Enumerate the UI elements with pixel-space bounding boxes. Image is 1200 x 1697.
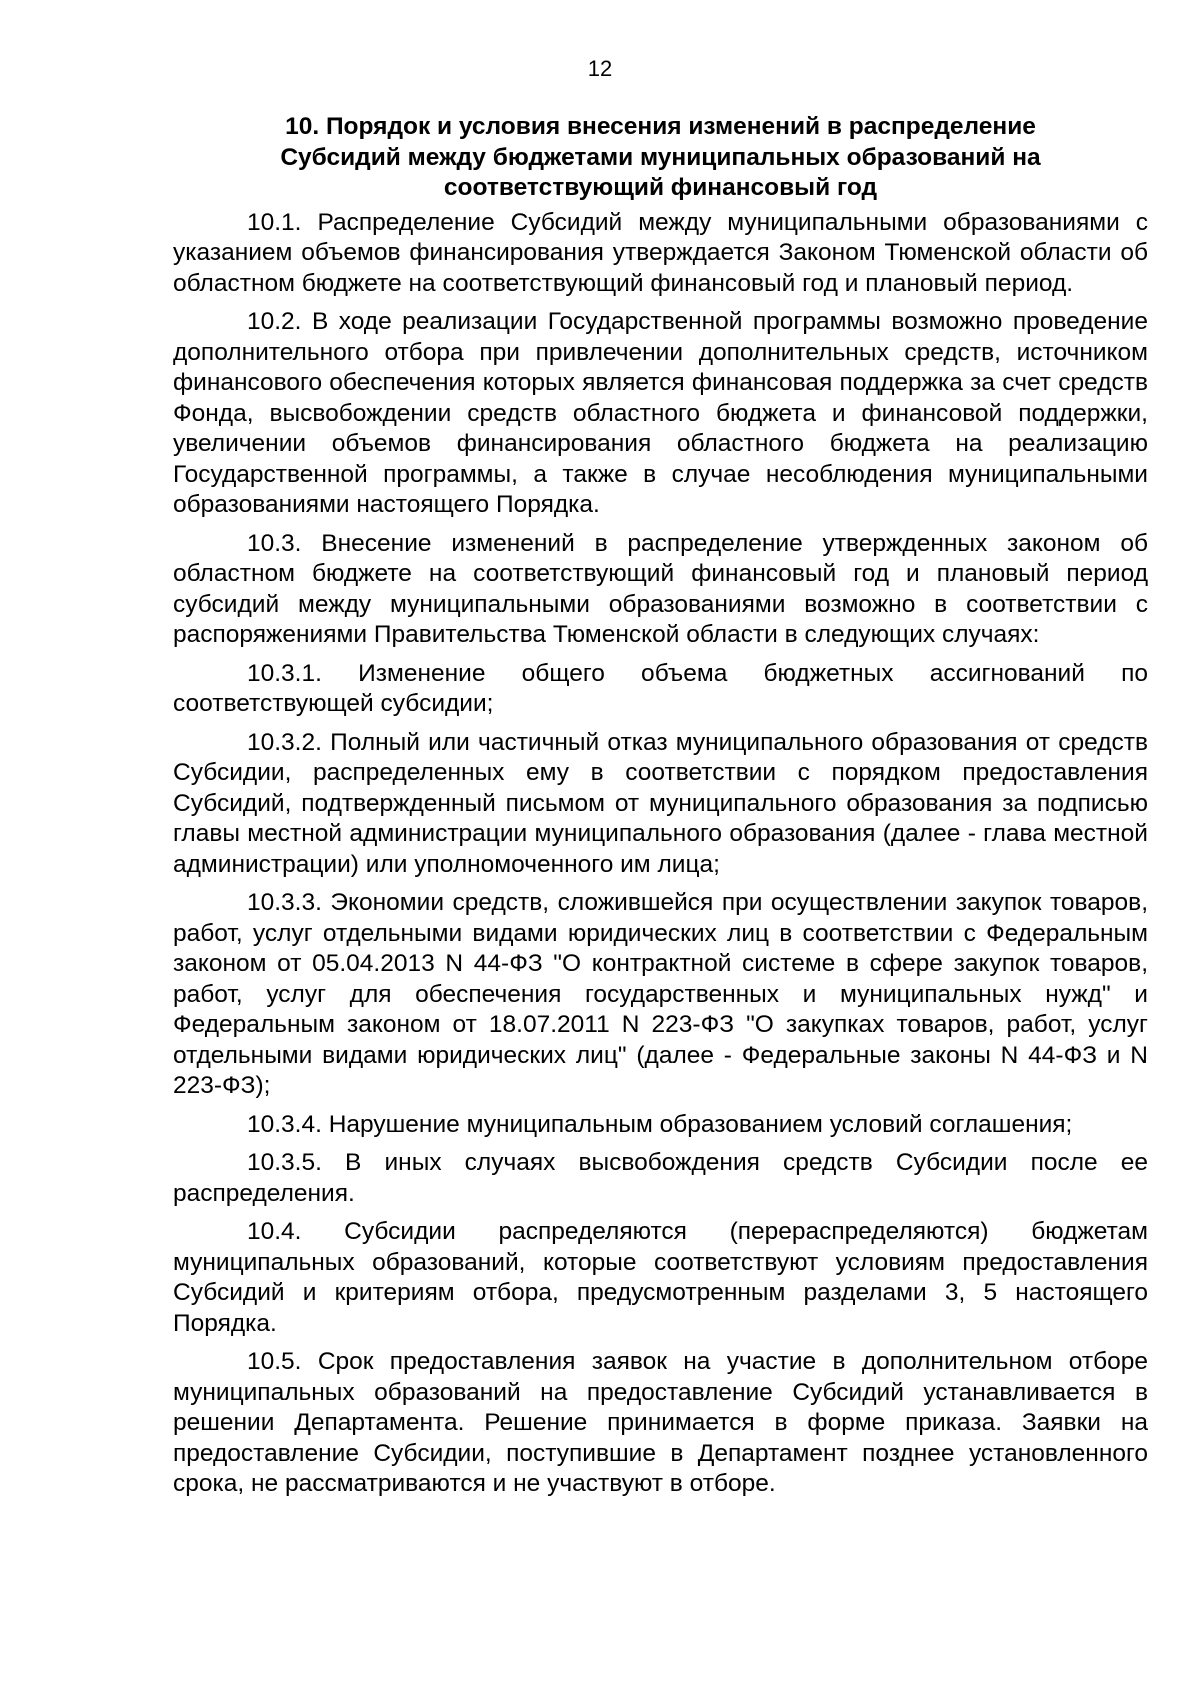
- section-heading: [173, 112, 1148, 204]
- paragraph-10-3-4: 10.3.4. Нарушение муниципальным образованием условий соглашения;: [247, 1110, 1073, 1138]
- document-body: [173, 112, 1148, 1508]
- page-number: 12: [587, 56, 613, 81]
- paragraph-10-3-3: 10.3.3. Экономии средств, сложившейся при осуществлении закупок товаров, работ, услуг отдельными видами юридических лиц в соответствии с Федеральным законом от 05.04.2013 N 44-ФЗ "О контрактной системе в сфере закупок товаров, работ, услуг для обеспечения государственных и муниципальных нужд" и Федеральным законом от 18.07.2011 N 223-ФЗ "О закупках товаров, работ, услуг отдельными видами юридических лиц" (далее - Федеральные законы N 44-ФЗ и N 223-ФЗ);: [173, 889, 1148, 1099]
- paragraph-10-1: 10.1. Распределение Субсидий между муниципальными образованиями с указанием объемов финансирования утверждается Законом Тюменской области об областном бюджете на соответствующий финансовый год и плановый период.: [173, 208, 1148, 297]
- paragraph-10-5: 10.5. Срок предоставления заявок на участие в дополнительном отборе муниципальных образований на предоставление Субсидий устанавливается в решении Департамента. Решение принимается в форме приказа. Заявки на предоставление Субсидии, поступившие в Департамент позднее установленного срока, не рассматриваются и не участвуют в отборе.: [173, 1348, 1148, 1497]
- paragraph-10-4: 10.4. Субсидии распределяются (перераспределяются) бюджетам муниципальных образований, которые соответствуют условиям предоставления Субсидий и критериям отбора, предусмотренным разделами 3, 5 настоящего Порядка.: [173, 1218, 1148, 1337]
- paragraph-10-2: 10.2. В ходе реализации Государственной программы возможно проведение дополнительного отбора при привлечении дополнительных средств, источником финансового обеспечения которых является финансовая поддержка за счет средств Фонда, высвобождении средств областного бюджета и финансовой поддержки, увеличении объемов финансирования областного бюджета на реализацию Государственной программы, а также в случае несоблюдения муниципальными образованиями настоящего Порядка.: [173, 308, 1148, 518]
- section-heading-line-3: соответствующий финансовый год: [443, 174, 878, 201]
- section-heading-line-2: Субсидий между бюджетами муниципальных образований на: [280, 143, 1041, 171]
- paragraph-10-3: 10.3. Внесение изменений в распределение утвержденных законом об областном бюджете на соответствующий финансовый год и плановый период субсидий между муниципальными образованиями возможно в соответствии с распоряжениями Правительства Тюменской области в следующих случаях:: [173, 529, 1148, 648]
- paragraph-10-3-1: 10.3.1. Изменение общего объема бюджетных ассигнований по соответствующей субсидии;: [173, 659, 1148, 717]
- paragraph-10-3-5: 10.3.5. В иных случаях высвобождения средств Субсидии после ее распределения.: [173, 1149, 1148, 1207]
- section-heading-line-1: 10. Порядок и условия внесения изменений в распределение: [285, 113, 1036, 140]
- paragraph-10-3-2: 10.3.2. Полный или частичный отказ муниципального образования от средств Субсидии, распределенных ему в соответствии с порядком предоставления Субсидий, подтвержденный письмом от муниципального образования за подписью главы местной администрации муниципального образования (далее - глава местной администрации) или уполномоченного им лица;: [173, 728, 1148, 878]
